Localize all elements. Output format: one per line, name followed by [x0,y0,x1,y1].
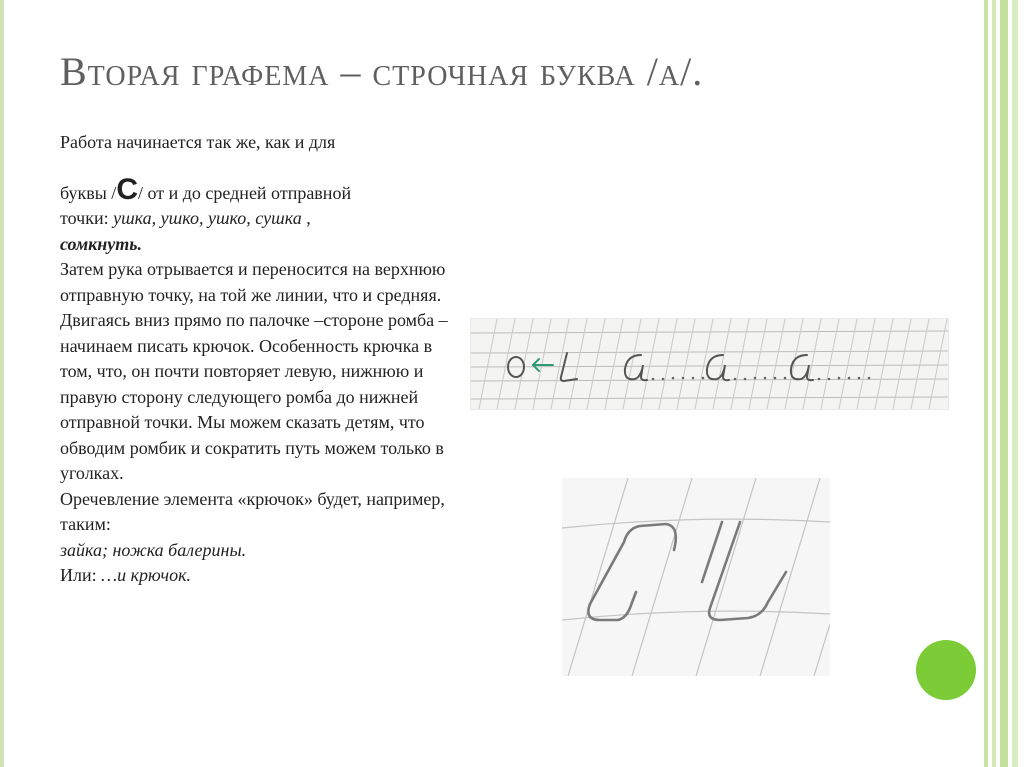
paragraph-2: Затем рука отрывается и переносится на верхнюю отправную точку, на той же линии, что и средняя. Двигаясь вниз прямо по палочке –стороне ромба – начинаем писать крючок. Особенность крючка в том, что, он почти повторяет левую, нижнюю и правую сторону следующего ромба до нижней отправной точки. Мы можем сказать детям, что обводим ромбик и сократить путь можем только в уголках. [60,259,448,483]
body-text [60,130,460,589]
paragraph-5 [60,563,460,589]
paragraph-4: зайка; ножка балерины. [60,539,247,560]
handwriting-strip-image [470,318,949,410]
handwriting-strip-drawing [471,319,948,409]
text-ili: Или: [60,565,102,585]
example-somknut: сомкнуть. [60,233,143,254]
text-tochki: точки: [60,208,114,228]
paragraph-1-line-1: Работа начинается так же, как и для [60,132,336,152]
letter-formation-drawing [562,478,830,676]
frame-right-stripes [980,0,1024,767]
slide-title: Вторая графема – строчная буква /а/. [60,49,704,94]
paragraph-1-line-3 [60,206,460,232]
green-circle-decoration [916,640,976,700]
letter-c: С [116,172,138,206]
paragraph-1-line-2 [60,172,460,207]
example-words: ушка, ушко, ушко, сушка , [113,208,311,228]
text-ot-i-do: / от и до средней отправной [137,182,352,203]
letter-formation-diagram-image [562,478,830,676]
text-bukvy: буквы / [60,182,117,203]
paragraph-3: Оречевление элемента «крючок» будет, например, таким: [60,488,445,534]
frame-left-border [0,0,4,767]
text-i-kryuchok: …и крючок. [101,565,192,585]
